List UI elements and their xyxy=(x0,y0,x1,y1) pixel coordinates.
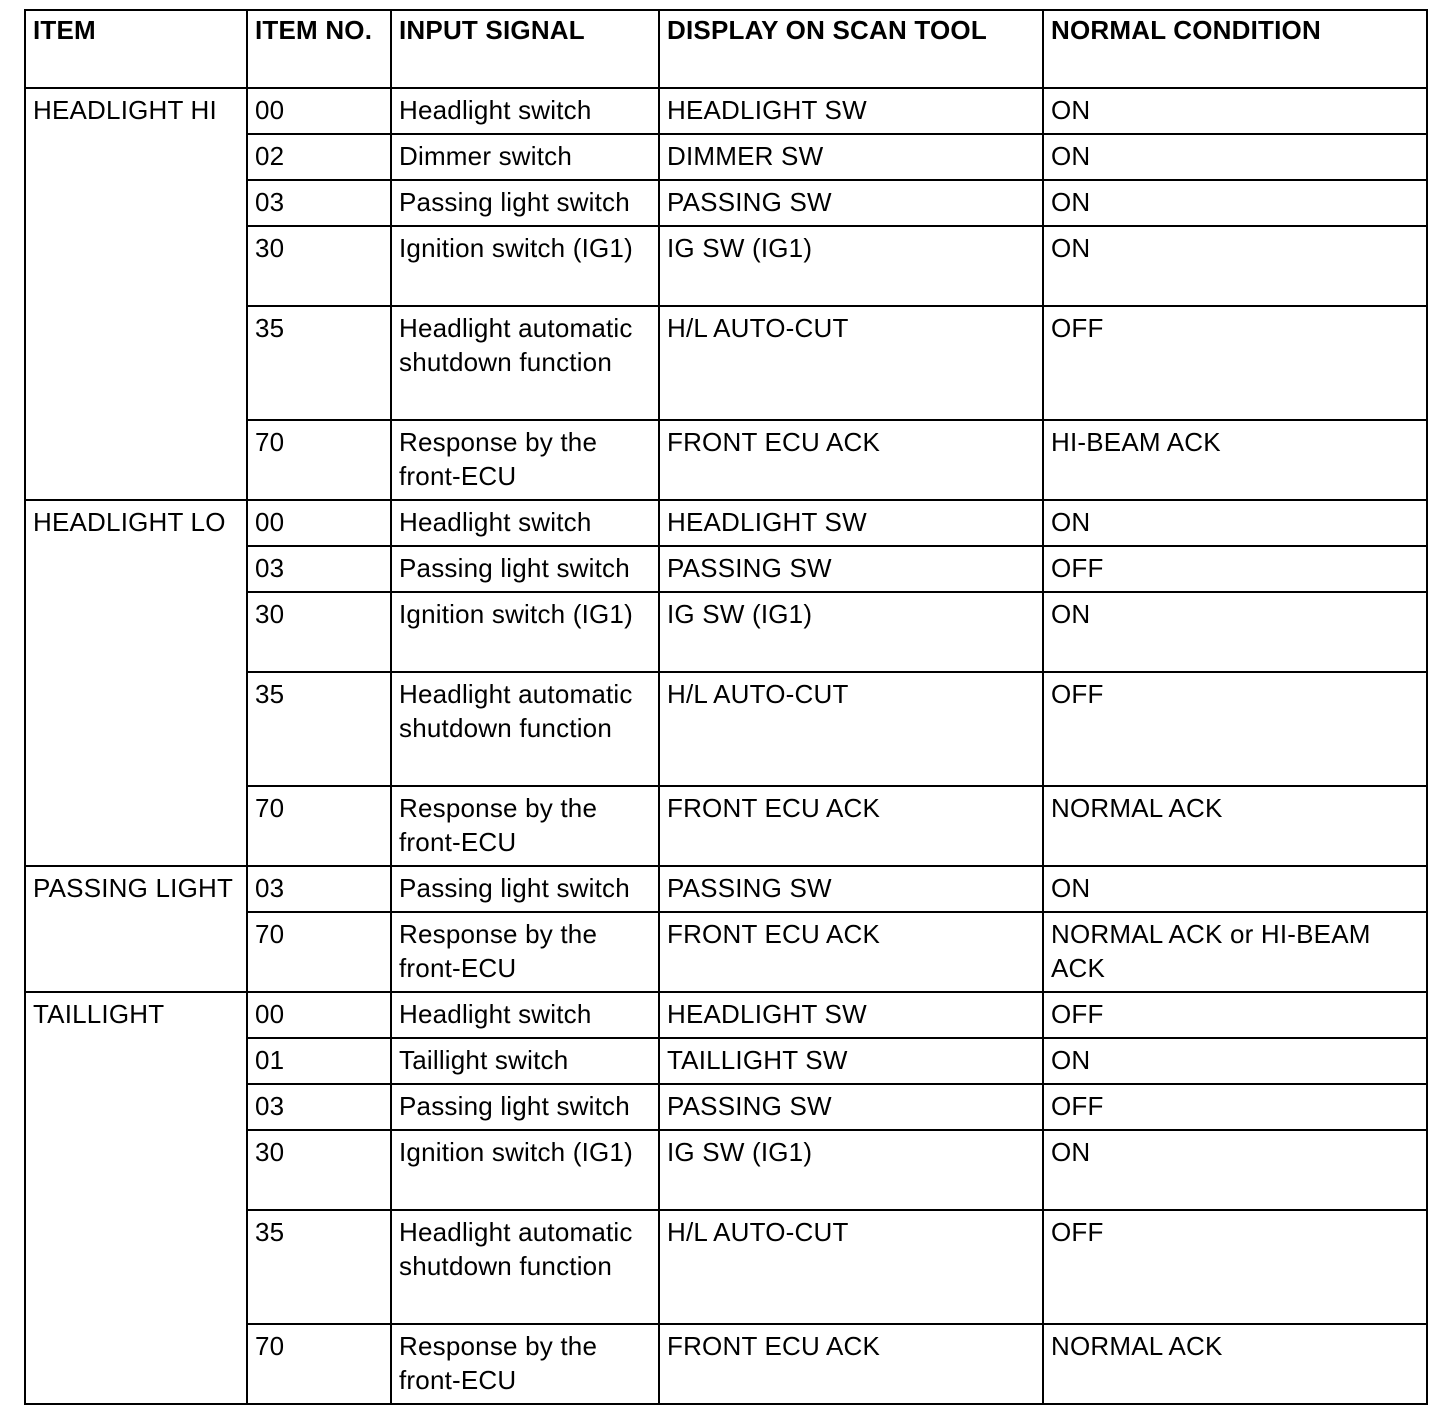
item-cell: HEADLIGHT HI xyxy=(25,88,247,500)
display-cell: FRONT ECU ACK xyxy=(659,1324,1043,1404)
item-no-cell: 70 xyxy=(247,420,391,500)
input-signal-cell: Headlight automatic shutdown function xyxy=(391,672,659,786)
display-cell: TAILLIGHT SW xyxy=(659,1038,1043,1084)
item-cell: TAILLIGHT xyxy=(25,992,247,1404)
input-signal-cell: Headlight automatic shutdown function xyxy=(391,306,659,420)
table-row xyxy=(25,88,1427,134)
normal-condition-cell: NORMAL ACK or HI-BEAM ACK xyxy=(1043,912,1427,992)
normal-condition-cell: ON xyxy=(1043,1038,1427,1084)
input-signal-cell: Headlight switch xyxy=(391,88,659,134)
display-cell: IG SW (IG1) xyxy=(659,592,1043,672)
normal-condition-cell: OFF xyxy=(1043,1210,1427,1324)
input-signal-cell: Headlight automatic shutdown function xyxy=(391,1210,659,1324)
item-no-cell: 70 xyxy=(247,1324,391,1404)
display-cell: FRONT ECU ACK xyxy=(659,420,1043,500)
header-normal-condition: NORMAL CONDITION xyxy=(1043,10,1427,88)
display-cell: H/L AUTO-CUT xyxy=(659,306,1043,420)
input-signal-cell: Ignition switch (IG1) xyxy=(391,592,659,672)
item-no-cell: 00 xyxy=(247,88,391,134)
input-signal-cell: Ignition switch (IG1) xyxy=(391,226,659,306)
input-signal-cell: Headlight switch xyxy=(391,992,659,1038)
display-cell: HEADLIGHT SW xyxy=(659,88,1043,134)
normal-condition-cell: HI-BEAM ACK xyxy=(1043,420,1427,500)
display-cell: H/L AUTO-CUT xyxy=(659,1210,1043,1324)
display-cell: IG SW (IG1) xyxy=(659,226,1043,306)
header-item: ITEM xyxy=(25,10,247,88)
input-signal-cell: Response by the front-ECU xyxy=(391,420,659,500)
header-item-no: ITEM NO. xyxy=(247,10,391,88)
input-signal-cell: Headlight switch xyxy=(391,500,659,546)
item-no-cell: 30 xyxy=(247,1130,391,1210)
display-cell: PASSING SW xyxy=(659,546,1043,592)
item-no-cell: 30 xyxy=(247,592,391,672)
input-signal-cell: Passing light switch xyxy=(391,1084,659,1130)
normal-condition-cell: OFF xyxy=(1043,672,1427,786)
display-cell: H/L AUTO-CUT xyxy=(659,672,1043,786)
item-no-cell: 03 xyxy=(247,180,391,226)
normal-condition-cell: OFF xyxy=(1043,546,1427,592)
item-no-cell: 35 xyxy=(247,306,391,420)
header-display-on-scan-tool: DISPLAY ON SCAN TOOL xyxy=(659,10,1043,88)
display-cell: DIMMER SW xyxy=(659,134,1043,180)
normal-condition-cell: ON xyxy=(1043,866,1427,912)
scan-tool-data-table xyxy=(24,9,1428,1405)
normal-condition-cell: ON xyxy=(1043,134,1427,180)
input-signal-cell: Dimmer switch xyxy=(391,134,659,180)
input-signal-cell: Response by the front-ECU xyxy=(391,1324,659,1404)
table-row xyxy=(25,866,1427,912)
normal-condition-cell: OFF xyxy=(1043,1084,1427,1130)
display-cell: HEADLIGHT SW xyxy=(659,992,1043,1038)
item-no-cell: 03 xyxy=(247,866,391,912)
normal-condition-cell: OFF xyxy=(1043,306,1427,420)
normal-condition-cell: ON xyxy=(1043,180,1427,226)
input-signal-cell: Passing light switch xyxy=(391,546,659,592)
table-row xyxy=(25,500,1427,546)
display-cell: PASSING SW xyxy=(659,1084,1043,1130)
display-cell: PASSING SW xyxy=(659,180,1043,226)
item-no-cell: 70 xyxy=(247,786,391,866)
item-no-cell: 01 xyxy=(247,1038,391,1084)
item-no-cell: 35 xyxy=(247,672,391,786)
item-no-cell: 35 xyxy=(247,1210,391,1324)
item-no-cell: 00 xyxy=(247,992,391,1038)
item-cell: HEADLIGHT LO xyxy=(25,500,247,866)
normal-condition-cell: ON xyxy=(1043,500,1427,546)
header-row xyxy=(25,10,1427,88)
normal-condition-cell: ON xyxy=(1043,226,1427,306)
input-signal-cell: Taillight switch xyxy=(391,1038,659,1084)
input-signal-cell: Response by the front-ECU xyxy=(391,912,659,992)
normal-condition-cell: OFF xyxy=(1043,992,1427,1038)
input-signal-cell: Passing light switch xyxy=(391,866,659,912)
normal-condition-cell: ON xyxy=(1043,1130,1427,1210)
input-signal-cell: Passing light switch xyxy=(391,180,659,226)
item-no-cell: 03 xyxy=(247,546,391,592)
item-no-cell: 03 xyxy=(247,1084,391,1130)
table-row xyxy=(25,992,1427,1038)
input-signal-cell: Response by the front-ECU xyxy=(391,786,659,866)
item-no-cell: 02 xyxy=(247,134,391,180)
item-no-cell: 30 xyxy=(247,226,391,306)
item-no-cell: 70 xyxy=(247,912,391,992)
display-cell: PASSING SW xyxy=(659,866,1043,912)
header-input-signal: INPUT SIGNAL xyxy=(391,10,659,88)
item-no-cell: 00 xyxy=(247,500,391,546)
normal-condition-cell: NORMAL ACK xyxy=(1043,786,1427,866)
item-cell: PASSING LIGHT xyxy=(25,866,247,992)
input-signal-cell: Ignition switch (IG1) xyxy=(391,1130,659,1210)
display-cell: FRONT ECU ACK xyxy=(659,912,1043,992)
normal-condition-cell: NORMAL ACK xyxy=(1043,1324,1427,1404)
display-cell: FRONT ECU ACK xyxy=(659,786,1043,866)
display-cell: IG SW (IG1) xyxy=(659,1130,1043,1210)
normal-condition-cell: ON xyxy=(1043,592,1427,672)
normal-condition-cell: ON xyxy=(1043,88,1427,134)
display-cell: HEADLIGHT SW xyxy=(659,500,1043,546)
